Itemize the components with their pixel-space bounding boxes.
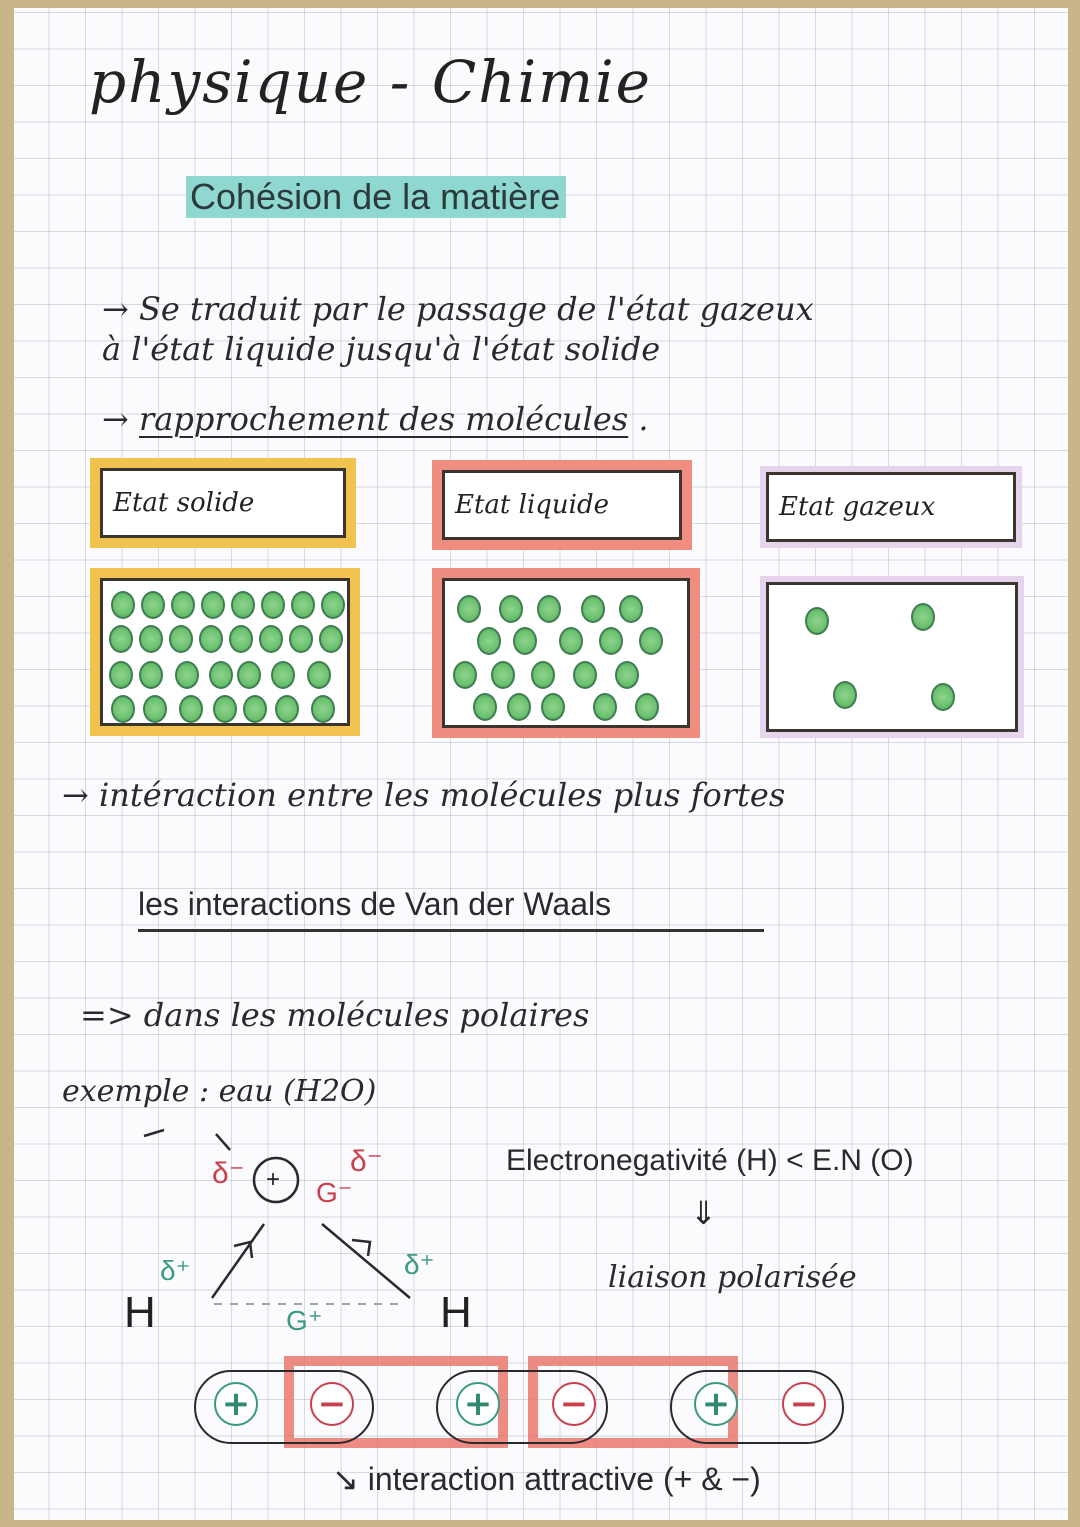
molecule-icon xyxy=(139,625,163,653)
molecule-icon xyxy=(289,625,313,653)
molecule-icon xyxy=(109,661,133,689)
molecule-icon xyxy=(261,591,285,619)
molecule-icon xyxy=(321,591,345,619)
molecule-icon xyxy=(199,625,223,653)
intro-line-3 xyxy=(102,400,649,438)
polarized-bond-text: liaison polarisée xyxy=(608,1260,857,1295)
delta-minus-left: δ⁻ xyxy=(212,1157,245,1190)
molecule-icon xyxy=(615,661,639,689)
molecule-icon xyxy=(209,661,233,689)
molecule-icon xyxy=(805,607,829,635)
molecule-icon xyxy=(243,695,267,723)
molecule-icon xyxy=(259,625,283,653)
label-liquid-state xyxy=(442,470,682,540)
section-heading-van-der-waals: les interactions de Van der Waals xyxy=(138,886,764,932)
label-text: Etat solide xyxy=(113,488,255,518)
molecule-icon xyxy=(231,591,255,619)
molecule-icon xyxy=(271,661,295,689)
intro-line-1: → Se traduit par le passage de l'état gazeux xyxy=(102,290,814,328)
attractive-interaction-caption: ↘ interaction attractive (+ & −) xyxy=(332,1461,761,1497)
period: . xyxy=(638,400,649,438)
molecule-icon xyxy=(111,591,135,619)
molecule-icon xyxy=(581,595,605,623)
molecule-icon xyxy=(639,627,663,655)
molecule-icon xyxy=(169,625,193,653)
water-molecule-diagram xyxy=(104,1128,504,1348)
molecule-icon xyxy=(179,695,203,723)
molecule-icon xyxy=(139,661,163,689)
label-gas-state xyxy=(766,472,1016,542)
molecule-icon xyxy=(477,627,501,655)
delta-plus-left: δ⁺ xyxy=(160,1255,191,1286)
molecule-icon xyxy=(599,627,623,655)
section-heading-cohesion: Cohésion de la matière xyxy=(186,176,566,218)
polar-molecules-note: => dans les molécules polaires xyxy=(80,996,590,1034)
molecule-icon xyxy=(537,595,561,623)
hydrogen-right: H xyxy=(440,1288,472,1337)
molecule-icon xyxy=(619,595,643,623)
delta-plus-right: δ⁺ xyxy=(404,1249,435,1280)
molecule-icon xyxy=(507,693,531,721)
label-solid-state xyxy=(100,468,346,538)
intro-line-2: à l'état liquide jusqu'à l'état solide xyxy=(102,330,661,368)
molecule-icon xyxy=(593,693,617,721)
double-down-arrow-icon: ⇓ xyxy=(690,1194,717,1232)
dipole-interaction-diagram xyxy=(174,1356,894,1456)
interaction-note: → intéraction entre les molécules plus fortes xyxy=(62,776,786,814)
molecule-icon xyxy=(143,695,167,723)
molecule-icon xyxy=(499,595,523,623)
molecule-icon xyxy=(109,625,133,653)
page-title: physique - Chimie xyxy=(89,48,652,116)
label-text: Etat liquide xyxy=(455,490,610,520)
oxygen-charge: + xyxy=(266,1166,281,1193)
molecule-icon xyxy=(531,661,555,689)
negative-pole-icon: − xyxy=(552,1382,596,1426)
molecule-icon xyxy=(473,693,497,721)
molecule-icon xyxy=(201,591,225,619)
molecule-icon xyxy=(911,603,935,631)
solid-state-diagram xyxy=(100,578,350,726)
molecule-icon xyxy=(175,661,199,689)
molecule-icon xyxy=(513,627,537,655)
hydrogen-left: H xyxy=(124,1288,156,1337)
negative-pole-icon: − xyxy=(310,1382,354,1426)
positive-pole-icon: + xyxy=(694,1382,738,1426)
molecule-icon xyxy=(275,695,299,723)
molecule-icon xyxy=(559,627,583,655)
negative-pole-icon: − xyxy=(782,1382,826,1426)
electronegativity-statement: Electronegativité (H) < E.N (O) xyxy=(506,1144,914,1177)
molecule-icon xyxy=(291,591,315,619)
molecule-icon xyxy=(453,661,477,689)
molecule-icon xyxy=(319,625,343,653)
gas-state-diagram xyxy=(766,582,1018,732)
positive-pole-icon: + xyxy=(214,1382,258,1426)
molecule-icon xyxy=(931,683,955,711)
label-text: Etat gazeux xyxy=(779,492,936,522)
delta-minus-right: δ⁻ xyxy=(350,1145,383,1178)
molecule-icon xyxy=(457,595,481,623)
molecules-closer-text: rapprochement des molécules xyxy=(138,400,629,438)
molecule-icon xyxy=(229,625,253,653)
molecule-icon xyxy=(171,591,195,619)
g-plus-label: G⁺ xyxy=(286,1305,323,1336)
molecule-icon xyxy=(541,693,565,721)
notebook-page xyxy=(14,8,1068,1520)
molecule-icon xyxy=(111,695,135,723)
liquid-state-diagram xyxy=(442,578,690,728)
molecule-icon xyxy=(237,661,261,689)
molecule-icon xyxy=(213,695,237,723)
water-example: exemple : eau (H2O) xyxy=(62,1074,377,1109)
g-minus-label: G⁻ xyxy=(316,1177,353,1208)
molecule-icon xyxy=(311,695,335,723)
molecule-icon xyxy=(307,661,331,689)
molecule-icon xyxy=(833,681,857,709)
molecule-icon xyxy=(635,693,659,721)
molecule-icon xyxy=(491,661,515,689)
molecule-icon xyxy=(141,591,165,619)
positive-pole-icon: + xyxy=(456,1382,500,1426)
arrow-icon: → xyxy=(102,400,129,438)
molecule-icon xyxy=(573,661,597,689)
